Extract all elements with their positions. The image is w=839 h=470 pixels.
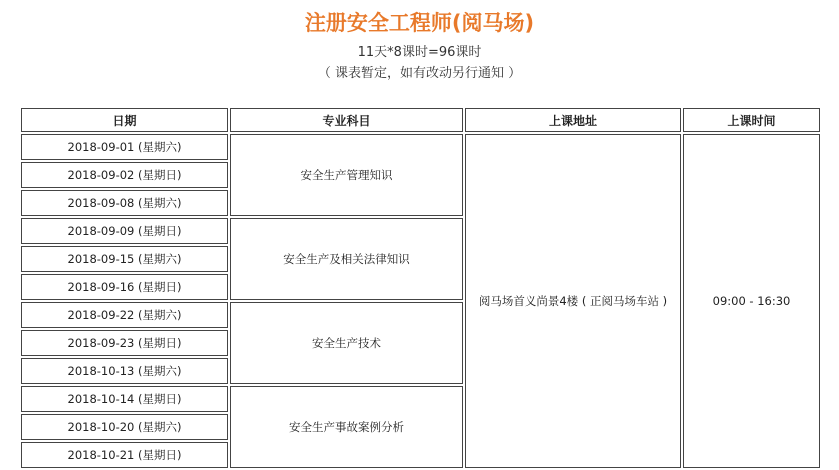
time-cell: 09:00 - 16:30 (683, 134, 820, 468)
column-header-date: 日期 (21, 108, 228, 132)
subject-cell: 安全生产及相关法律知识 (230, 218, 463, 300)
header-row (21, 108, 820, 132)
date-cell: 2018-10-13 (星期六) (21, 358, 228, 384)
column-header-address: 上课地址 (465, 108, 681, 132)
address-cell: 阅马场首义尚景4楼 ( 正阅马场车站 ) (465, 134, 681, 468)
date-cell: 2018-09-15 (星期六) (21, 246, 228, 272)
date-cell: 2018-09-09 (星期日) (21, 218, 228, 244)
date-cell: 2018-10-20 (星期六) (21, 414, 228, 440)
column-header-time: 上课时间 (683, 108, 820, 132)
date-cell: 2018-09-16 (星期日) (21, 274, 228, 300)
schedule-note: （ 课表暂定，如有改动另行通知 ） (317, 66, 522, 81)
subject-cell: 安全生产事故案例分析 (230, 386, 463, 468)
table-row (21, 134, 820, 160)
date-cell: 2018-09-01 (星期六) (21, 134, 228, 160)
date-cell: 2018-10-21 (星期日) (21, 442, 228, 468)
schedule-table (19, 106, 822, 470)
date-cell: 2018-09-23 (星期日) (21, 330, 228, 356)
date-cell: 2018-09-22 (星期六) (21, 302, 228, 328)
date-cell: 2018-10-14 (星期日) (21, 386, 228, 412)
subject-cell: 安全生产管理知识 (230, 134, 463, 216)
page-title: 注册安全工程师(阅马场) (304, 11, 535, 35)
hours-summary: 11天*8课时=96课时 (357, 45, 482, 60)
column-header-subject: 专业科目 (230, 108, 463, 132)
subject-cell: 安全生产技术 (230, 302, 463, 384)
date-cell: 2018-09-02 (星期日) (21, 162, 228, 188)
date-cell: 2018-09-08 (星期六) (21, 190, 228, 216)
